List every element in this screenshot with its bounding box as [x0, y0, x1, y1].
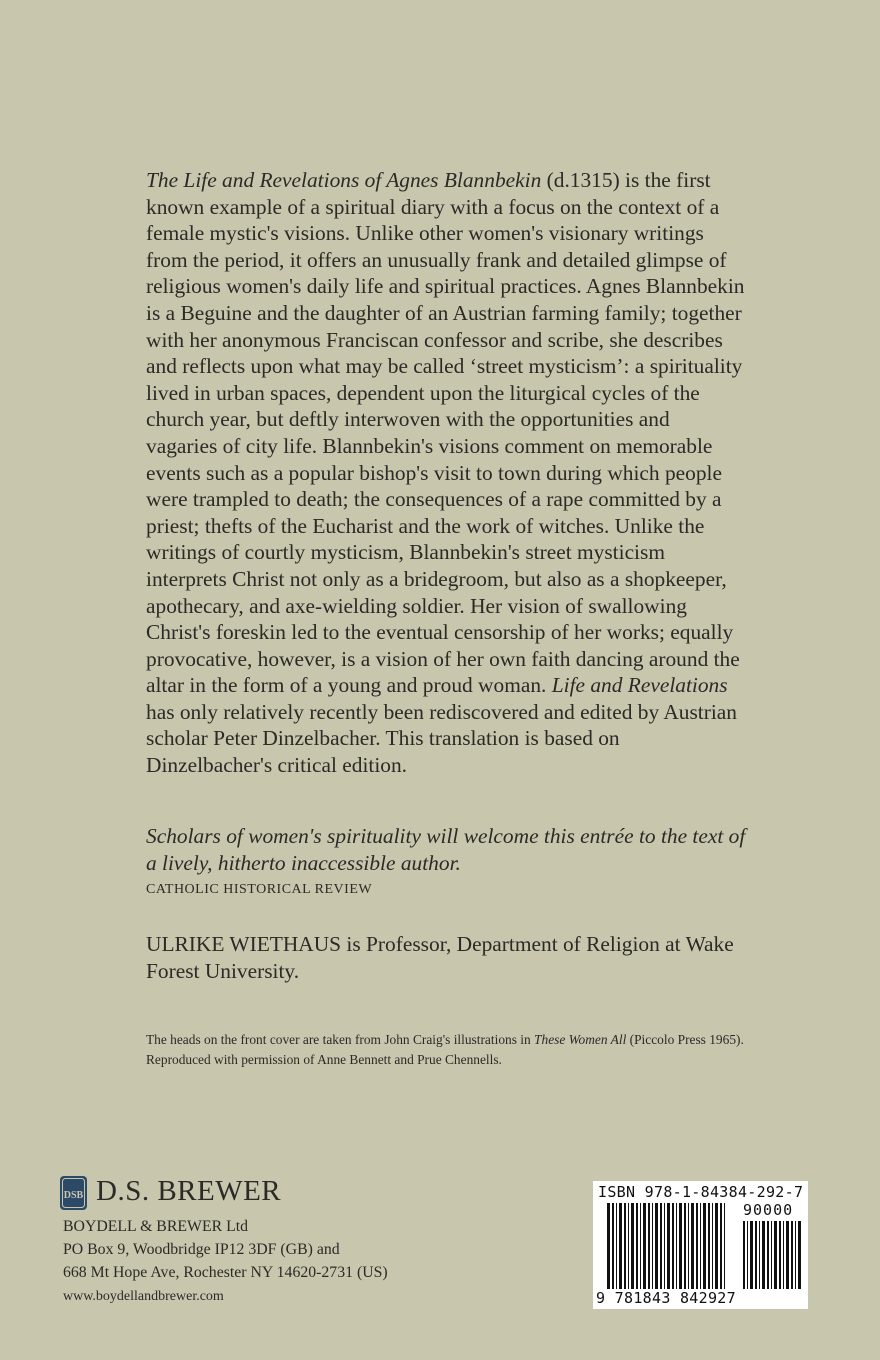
barcode-bar	[612, 1203, 614, 1289]
barcode-bar	[619, 1203, 622, 1289]
barcode-bar	[779, 1221, 781, 1289]
barcode-bar	[715, 1203, 718, 1289]
barcode-bar	[660, 1203, 662, 1289]
barcode-bar	[648, 1203, 650, 1289]
barcode-bar	[624, 1203, 626, 1289]
publisher-company: BOYDELL & BREWER Ltd	[63, 1218, 249, 1235]
barcode-bar	[655, 1203, 658, 1289]
book-title: The Life and Revelations of Agnes Blannbekin	[146, 168, 542, 192]
short-title: Life and Revelations	[551, 673, 728, 698]
cover-credit-text-1: The heads on the front cover are taken from John Craig's illustrations in	[146, 1032, 535, 1047]
barcode-bar	[640, 1203, 641, 1289]
barcode-bar	[755, 1221, 757, 1289]
barcode-bar	[720, 1203, 722, 1289]
barcode-bar	[700, 1203, 701, 1289]
description-paragraph	[146, 167, 746, 779]
barcode	[593, 1181, 808, 1309]
barcode-bar	[724, 1203, 725, 1289]
barcode-bar	[688, 1203, 689, 1289]
review-quote: Scholars of women's spirituality will welcome this entrée to the text of a lively, hitherto inaccessible author.	[146, 824, 746, 875]
barcode-bar	[750, 1221, 753, 1289]
publisher-address-line2: 668 Mt Hope Ave, Rochester NY 14620-2731 (US)	[63, 1264, 388, 1281]
barcode-bar	[743, 1221, 745, 1289]
cover-credit-book: These Women All	[534, 1032, 627, 1047]
barcode-bar	[664, 1203, 665, 1289]
barcode-bar	[672, 1203, 674, 1289]
price-code: 90000	[743, 1201, 794, 1219]
barcode-bar	[643, 1203, 646, 1289]
barcode-bar	[703, 1203, 706, 1289]
barcode-bar	[628, 1203, 629, 1289]
barcode-bar	[676, 1203, 677, 1289]
publisher-website: www.boydellandbrewer.com	[63, 1289, 224, 1304]
isbn-label: ISBN 978-1-84384-292-7	[598, 1183, 804, 1201]
cover-credit-text-2: (Piccolo Press 1965). Reproduced with permission of Anne Bennett and Prue Chennells.	[146, 1032, 744, 1067]
barcode-bar	[774, 1221, 777, 1289]
barcode-bar	[759, 1221, 760, 1289]
barcode-bar	[684, 1203, 686, 1289]
barcode-bar	[791, 1221, 793, 1289]
barcode-bar	[771, 1221, 772, 1289]
barcode-bar	[712, 1203, 713, 1289]
barcode-bar	[762, 1221, 765, 1289]
publisher-address-line1: PO Box 9, Woodbridge IP12 3DF (GB) and	[63, 1241, 340, 1258]
barcode-bar	[636, 1203, 638, 1289]
barcode-bar	[786, 1221, 789, 1289]
barcode-bar	[631, 1203, 634, 1289]
description-text-2: has only relatively recently been rediscovered and edited by Austrian scholar Peter Dinzelbacher. This translation is based on Dinzelbacher's critical edition.	[146, 699, 737, 778]
description-text-1: (d.1315) is the first known example of a spiritual diary with a focus on the context of a female mystic's visions. Unlike other women's visionary writings from the period, it offers an unusually frank and detailed glimpse of religious women's daily life and spiritual practices. Agnes Blannbekin is a Beguine and the daughter of an Austrian farming family; together with her anonymous Franciscan confessor and scribe, she describes and reflects upon what may be called ‘street mysticism’: a spirituality lived in urban spaces, dependent upon the liturgical cycles of the church year, but deftly interwoven with the opportunities and vagaries of city life. Blannbekin's visions comment on memorable events such as a popular bishop's visit to town during which people were trampled to death; the consequences of a rape committed by a priest; thefts of the Eucharist and the work of witches. Unlike the writings of courtly mysticism, Blannbekin's street mysticism interprets Christ not only as a bridegroom, but also as a shopkeeper, apothecary, and axe-wielding soldier. Her vision of swallowing Christ's foreskin led to the eventual censorship of her works; equally provocative, however, is a vision of her own faith dancing around the altar in the form of a young and proud woman.	[146, 168, 745, 698]
publisher-logo-icon	[59, 1175, 88, 1211]
barcode-bar	[798, 1221, 801, 1289]
barcode-bar	[696, 1203, 698, 1289]
review-source: CATHOLIC HISTORICAL REVIEW	[146, 882, 373, 897]
author-bio: ULRIKE WIETHAUS is Professor, Department of Religion at Wake Forest University.	[146, 932, 734, 983]
description-blurb	[146, 167, 746, 779]
barcode-bar	[667, 1203, 670, 1289]
barcode-bar	[607, 1203, 610, 1289]
publisher-name: D.S. BREWER	[96, 1175, 282, 1207]
barcode-bar	[616, 1203, 617, 1289]
barcode-bar	[652, 1203, 653, 1289]
barcode-bar	[679, 1203, 682, 1289]
cover-credit	[146, 1030, 746, 1070]
barcode-bar	[783, 1221, 784, 1289]
barcode-bar	[795, 1221, 796, 1289]
barcode-bar	[691, 1203, 694, 1289]
barcode-bar	[708, 1203, 710, 1289]
publisher-address	[63, 1215, 388, 1284]
ean-number: 9 781843 842927	[596, 1289, 736, 1307]
barcode-bar	[767, 1221, 769, 1289]
publisher-logo-letters: DSB	[63, 1190, 84, 1201]
barcode-bar	[747, 1221, 748, 1289]
